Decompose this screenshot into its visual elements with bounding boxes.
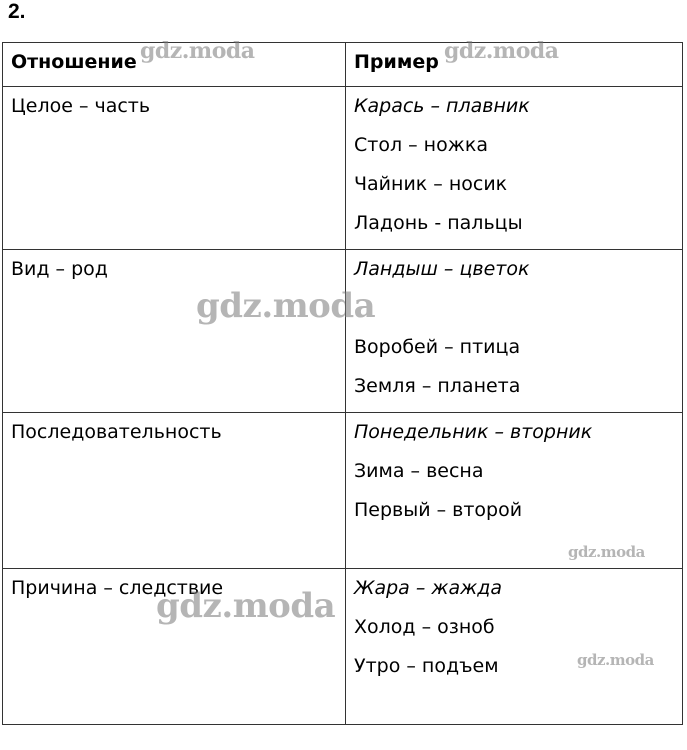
example-item: Земля – планета <box>354 375 521 397</box>
relation-text: Вид – род <box>11 258 108 280</box>
example-gap <box>354 295 674 334</box>
example-item: Холод – озноб <box>354 616 495 638</box>
example-item: Воробей – птица <box>354 336 521 358</box>
relations-table <box>2 42 683 725</box>
watermark: gdz.moda <box>444 38 559 64</box>
table-row <box>3 87 683 250</box>
header-relation: Отношение <box>3 43 346 87</box>
examples-cell <box>346 569 683 725</box>
examples-cell <box>346 250 683 413</box>
example-item: Чайник – носик <box>354 173 508 195</box>
relation-cell <box>3 87 346 250</box>
relation-cell <box>3 250 346 413</box>
table-row <box>3 413 683 569</box>
example-item: Стол – ножка <box>354 134 488 156</box>
table-row <box>3 250 683 413</box>
example-item: Зима – весна <box>354 460 484 482</box>
header-example: Пример <box>346 43 683 87</box>
example-item: Ландыш – цветок <box>354 258 530 280</box>
table-header-row <box>3 43 683 87</box>
watermark: gdz.moda <box>196 286 376 326</box>
table-row <box>3 569 683 725</box>
example-item: Утро – подъем <box>354 655 499 677</box>
watermark: gdz.moda <box>140 38 255 64</box>
example-item: Понедельник – вторник <box>354 421 593 443</box>
relation-text: Последовательность <box>11 421 222 443</box>
watermark: gdz.moda <box>156 586 336 626</box>
example-item: Карась – плавник <box>354 95 530 117</box>
example-item: Первый – второй <box>354 499 523 521</box>
relation-text: Причина – следствие <box>11 577 224 599</box>
watermark: gdz.moda <box>577 651 654 669</box>
task-number: 2. <box>8 0 26 23</box>
watermark: gdz.moda <box>568 543 645 561</box>
relation-cell <box>3 569 346 725</box>
examples-cell <box>346 413 683 569</box>
example-item: Жара – жажда <box>354 577 503 599</box>
relation-cell <box>3 413 346 569</box>
examples-cell <box>346 87 683 250</box>
relation-text: Целое – часть <box>11 95 151 117</box>
example-item: Ладонь - пальцы <box>354 212 523 234</box>
